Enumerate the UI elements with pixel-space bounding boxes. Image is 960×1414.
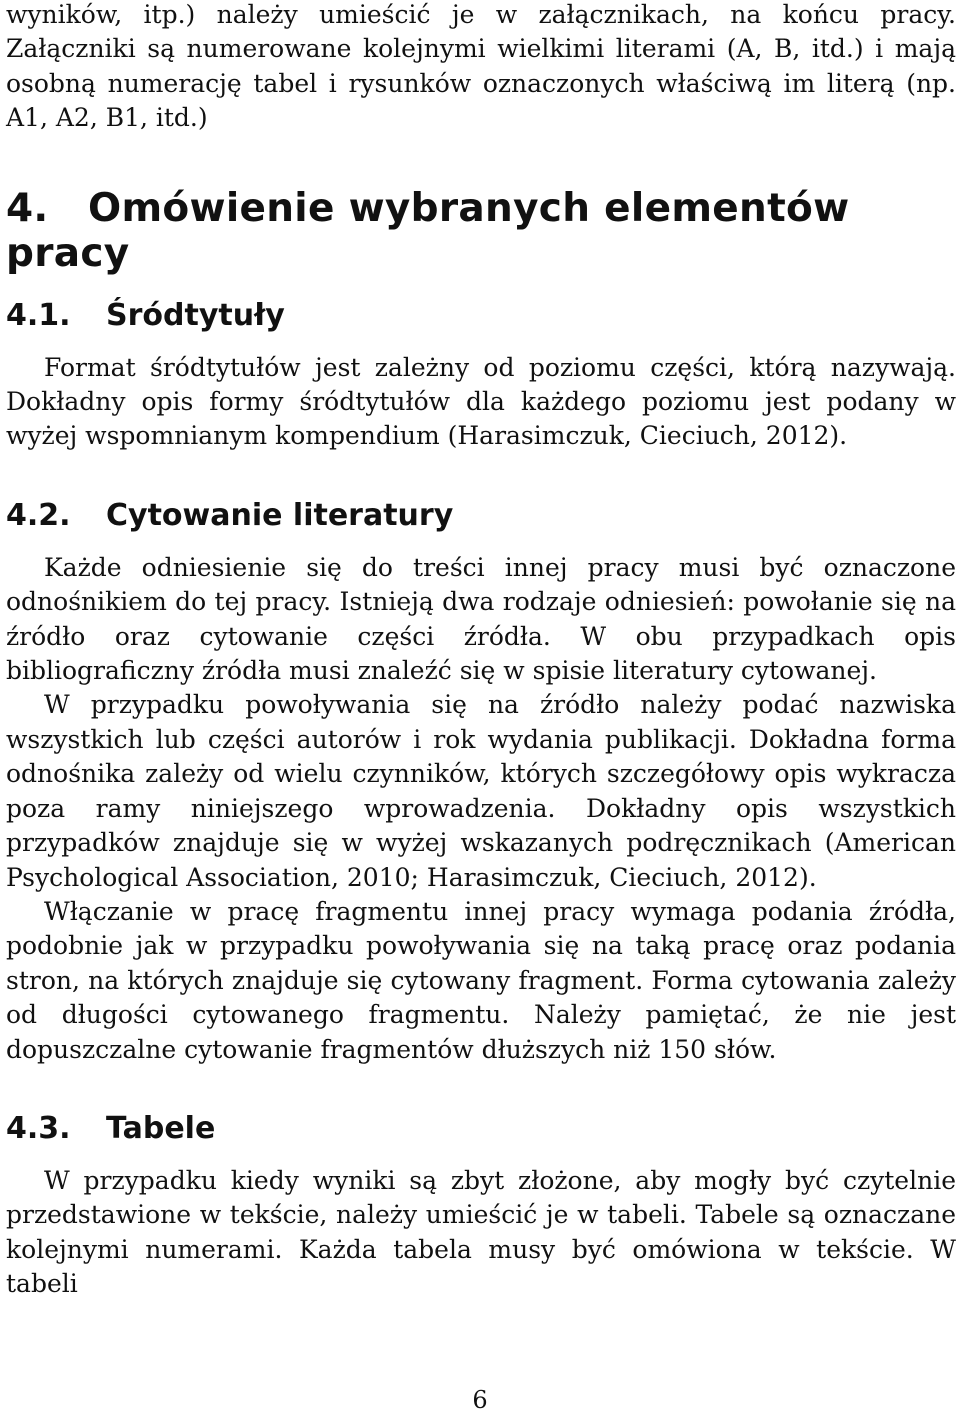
page-number: 6 bbox=[472, 1386, 488, 1414]
section-4-2-number: 4.2. bbox=[6, 497, 71, 533]
document-page bbox=[6, 0, 956, 1302]
section-4-3-heading bbox=[6, 1111, 956, 1146]
section-4-1-number: 4.1. bbox=[6, 297, 71, 333]
section-4-heading bbox=[6, 186, 956, 276]
intro-paragraph: wyników, itp.) należy umieścić je w załącznikach, na końcu pracy. Załączniki są numerowane kolejnymi wielkimi literami (A, B, itd.) i mają osobną numerację tabel i rysunków oznaczonych właściwą im literą (np. A1, A2, B1, itd.) bbox=[6, 0, 956, 133]
section-4-1-paragraph: Format śródtytułów jest zależny od poziomu części, którą nazywają. Dokładny opis formy śródtytułów dla każdego poziomu jest podany w wyżej wspomnianym kompendium (Harasimczuk, Cieciuch, 2012). bbox=[6, 352, 956, 451]
section-4-3-title: Tabele bbox=[106, 1110, 216, 1146]
section-4-title: Omówienie wybranych elementów pracy bbox=[6, 185, 850, 276]
section-4-number: 4. bbox=[6, 185, 49, 231]
section-4-3-paragraph: W przypadku kiedy wyniki są zbyt złożone, aby mogły być czytelnie przedstawione w tekście, należy umieścić je w tabeli. Tabele są oznaczane kolejnymi numerami. Każda tabela musy być omówiona w tekście. W tabeli bbox=[6, 1165, 956, 1299]
section-4-2-heading bbox=[6, 498, 956, 533]
section-4-2-paragraph-3: Włączanie w pracę fragmentu innej pracy wymaga podania źródła, podobnie jak w przypadku powoływania się na taką pracę oraz podania stron, na których znajduje się cytowany fragment. Forma cytowania zależy od długości cytowanego fragmentu. Należy pamiętać, że nie jest dopuszczalne cytowanie fragmentów dłuższych niż 150 słów. bbox=[6, 896, 956, 1064]
section-4-2-title: Cytowanie literatury bbox=[106, 497, 454, 533]
section-4-3-number: 4.3. bbox=[6, 1110, 71, 1146]
section-4-2-paragraph-1: Każde odniesienie się do treści innej pracy musi być oznaczone odnośnikiem do tej pracy. Istnieją dwa rodzaje odniesień: powołanie się na źródło oraz cytowanie części źródła. W obu przypadkach opis bibliograficzny źródła musi znaleźć się w spisie literatury cytowanej. bbox=[6, 552, 956, 686]
section-4-1-title: Śródtytuły bbox=[106, 297, 285, 333]
section-4-1-heading bbox=[6, 298, 956, 333]
section-4-2-paragraph-2: W przypadku powoływania się na źródło należy podać nazwiska wszystkich lub części autorów i rok wydania publikacji. Dokładna forma odnośnika zależy od wielu czynników, których szczegółowy opis wykracza poza ramy niniejszego wprowadzenia. Dokładny opis wszystkich przypadków znajduje się w wyżej wskazanych podręcznikach (American Psychological Association, 2010; Harasimczuk, Cieciuch, 2012). bbox=[6, 690, 956, 892]
